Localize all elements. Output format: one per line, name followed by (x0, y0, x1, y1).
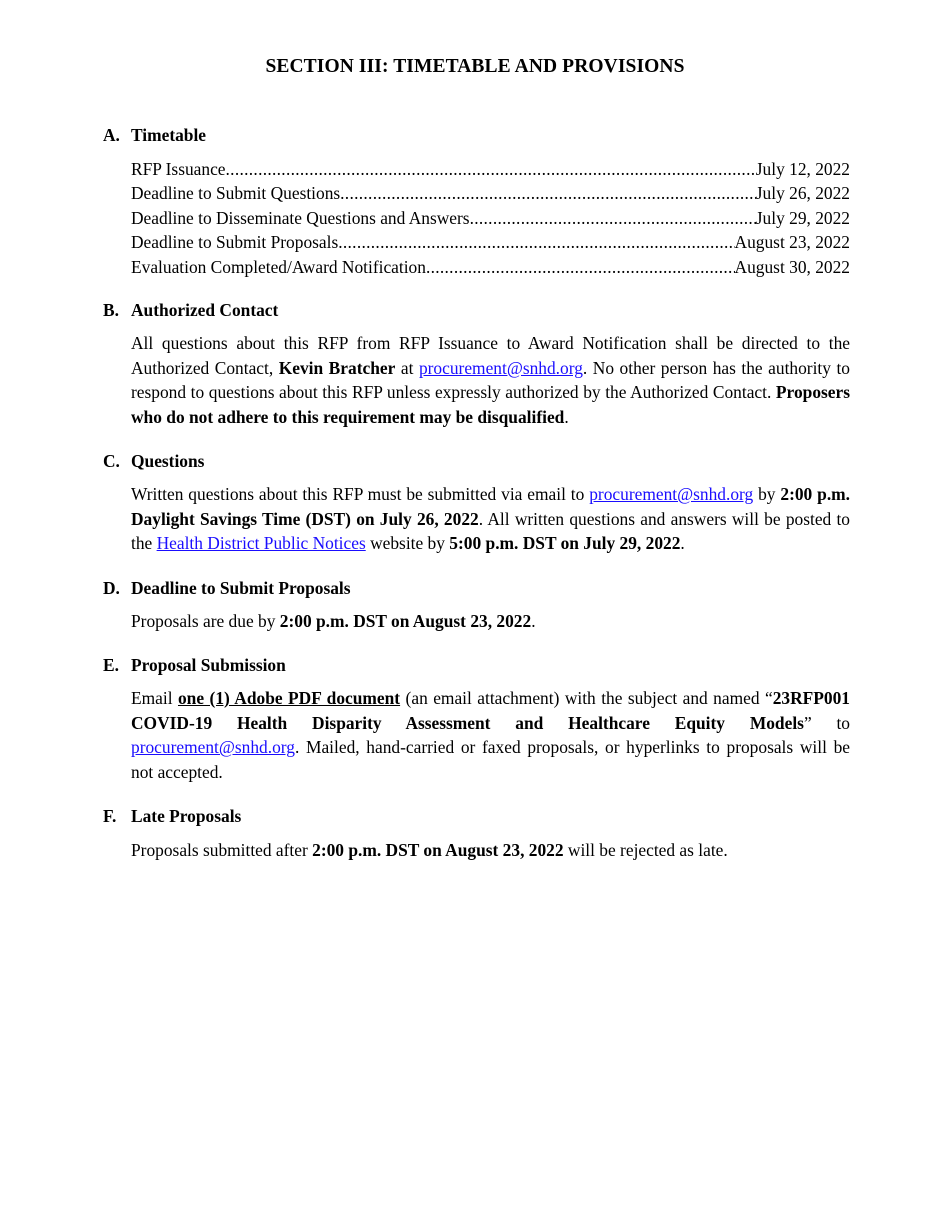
dot-leader (426, 255, 735, 279)
section-title: Deadline to Submit Proposals (131, 578, 351, 598)
section-title: Late Proposals (131, 806, 242, 826)
timetable-row (131, 157, 850, 181)
deadline-paragraph (131, 609, 850, 634)
timetable-row (131, 230, 850, 254)
text-run: at (395, 357, 419, 378)
text-run: . Mailed, hand-carried or faxed proposals, or hyperlinks to proposals will be not accepted. (131, 737, 850, 783)
section-a-heading (103, 123, 206, 147)
text-run: website by (365, 533, 450, 554)
contact-email-link[interactable]: procurement@snhd.org (418, 357, 583, 378)
section-letter: B. (103, 300, 119, 320)
questions-deadline: 2:00 p.m. Daylight Savings Time (DST) on July 26, 2022 (131, 484, 850, 529)
section-title: Questions (131, 451, 205, 471)
timetable-label: Evaluation Completed/Award Notification (131, 257, 426, 277)
section-c-heading (103, 449, 204, 473)
dot-leader (470, 206, 756, 230)
page-title: SECTION III: TIMETABLE AND PROVISIONS (265, 56, 685, 77)
text-run: by (753, 484, 781, 504)
dot-leader (340, 181, 756, 205)
text-run: Proposals are due by (131, 611, 280, 631)
questions-paragraph (131, 482, 850, 556)
text-run: . (564, 407, 569, 428)
section-title: Proposal Submission (131, 655, 286, 675)
section-letter: A. (103, 125, 120, 145)
timetable-label: Deadline to Submit Proposals (131, 232, 339, 252)
timetable-date: August 30, 2022 (734, 257, 850, 277)
text-run: . All written questions and answers will be posted to the (131, 508, 851, 554)
section-letter: D. (103, 578, 120, 598)
text-run: All questions about this RFP from RFP Issuance to Award Notification shall be directed to the Authorized Contact, (131, 333, 850, 378)
late-cutoff: 2:00 p.m. DST on August 23, 2022 (312, 840, 564, 860)
section-title: Timetable (131, 125, 207, 145)
text-run: Proposals submitted after (131, 840, 313, 860)
submission-paragraph (131, 686, 850, 785)
timetable-date: July 12, 2022 (755, 159, 850, 179)
section-letter: E. (103, 655, 119, 675)
email-subject: 23RFP001 COVID-19 Health Disparity Assessment and Healthcare Equity Models (131, 688, 850, 733)
section-d-heading (103, 576, 351, 600)
section-e-heading (103, 653, 286, 677)
answers-post-deadline: 5:00 p.m. DST on July 29, 2022 (449, 533, 681, 554)
timetable-label: Deadline to Disseminate Questions and Answers (131, 208, 470, 228)
disqualification-warning: Proposers who do not adhere to this requirement may be disqualified (131, 382, 850, 428)
timetable-label: RFP Issuance (131, 159, 226, 179)
text-run: Email (131, 688, 178, 708)
document-requirement: one (1) Adobe PDF document (177, 688, 401, 708)
timetable-date: July 29, 2022 (755, 208, 850, 228)
timetable-row (131, 206, 850, 230)
section-b-heading (103, 298, 278, 322)
text-run: ” to (803, 712, 851, 733)
timetable-row (131, 255, 850, 279)
timetable-label: Deadline to Submit Questions (131, 183, 341, 203)
public-notices-link[interactable]: Health District Public Notices (156, 533, 366, 554)
submission-email-link[interactable]: procurement@snhd.org (131, 737, 295, 758)
text-run: . (680, 533, 685, 554)
section-letter: F. (103, 806, 117, 826)
text-run: . No other person has the authority to respond to questions about this RFP unless expressly authorized by the Authorized Contact. (131, 357, 851, 403)
questions-email-link[interactable]: procurement@snhd.org (589, 484, 754, 504)
proposal-due-date: 2:00 p.m. DST on August 23, 2022 (279, 611, 532, 631)
contact-name: Kevin Bratcher (278, 357, 396, 378)
authorized-contact-paragraph (131, 331, 850, 430)
text-run: (an email attachment) with the subject and named “ (400, 688, 773, 708)
dot-leader (226, 157, 756, 181)
dot-leader (338, 230, 734, 254)
section-f-heading (103, 804, 241, 828)
text-run: will be rejected as late. (563, 840, 728, 860)
section-letter: C. (103, 451, 120, 471)
timetable-date: August 23, 2022 (734, 232, 850, 252)
section-title: Authorized Contact (131, 300, 279, 320)
timetable-date: July 26, 2022 (755, 183, 850, 203)
timetable-row (131, 181, 850, 205)
late-proposals-paragraph (131, 838, 850, 863)
text-run: . (531, 611, 536, 631)
text-run: Written questions about this RFP must be submitted via email to (131, 484, 590, 504)
